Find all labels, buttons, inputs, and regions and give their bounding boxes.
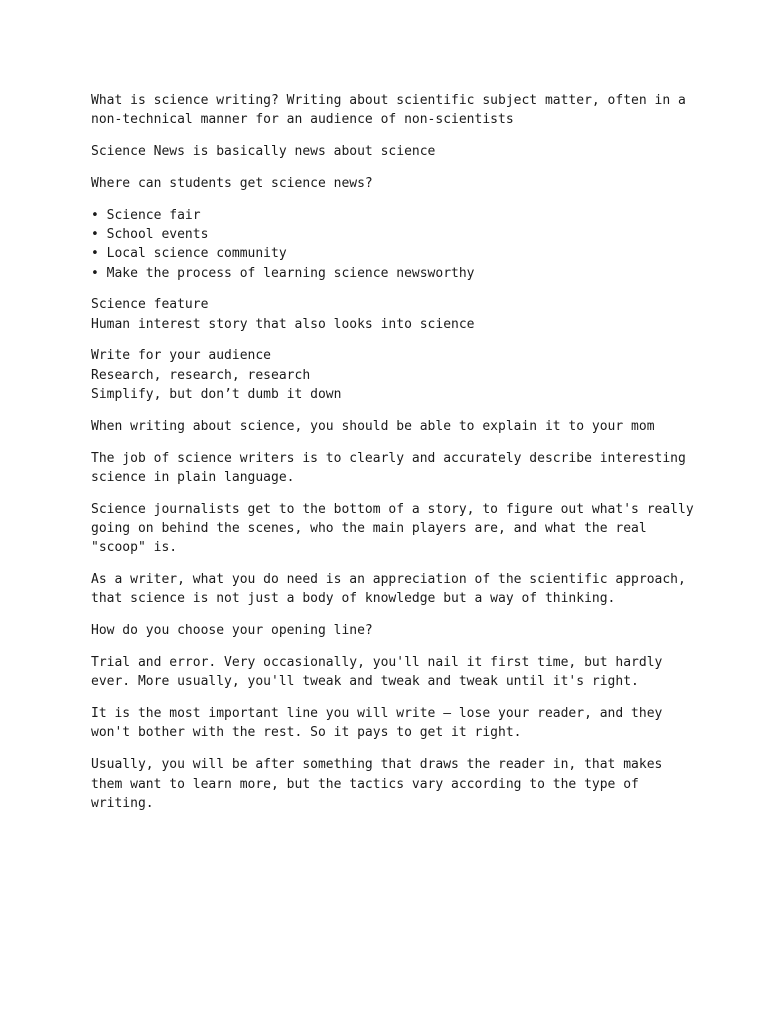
text-line: Trial and error. Very occasionally, you'll nail it first time, but hardly	[91, 655, 663, 671]
list-item: • Local science community	[91, 246, 287, 262]
text-line: won't bother with the rest. So it pays to get it right.	[91, 725, 522, 741]
text-line: Human interest story that also looks into science	[91, 316, 475, 332]
paragraph	[91, 346, 691, 404]
list-item: • Science fair	[91, 207, 201, 223]
paragraph	[91, 295, 691, 334]
text-line: "scoop" is.	[91, 540, 178, 556]
text-line: Usually, you will be after something that draws the reader in, that makes	[91, 757, 663, 773]
paragraph	[91, 500, 694, 558]
paragraph	[91, 142, 691, 161]
text-line: non-technical manner for an audience of non-scientists	[91, 112, 514, 128]
paragraph	[91, 653, 691, 692]
text-line: Science News is basically news about science	[91, 144, 436, 160]
text-line: Where can students get science news?	[91, 175, 373, 191]
text-line: ever. More usually, you'll tweak and tweak and tweak until it's right.	[91, 674, 639, 690]
text-line: The job of science writers is to clearly and accurately describe interesting	[91, 450, 686, 466]
text-line: As a writer, what you do need is an appreciation of the scientific approach,	[91, 572, 686, 588]
bullet-list	[91, 206, 691, 283]
text-line: writing.	[91, 795, 154, 811]
document-body	[91, 91, 694, 826]
text-line: that science is not just a body of knowledge but a way of thinking.	[91, 591, 616, 607]
list-item: • School events	[91, 226, 209, 242]
paragraph	[91, 449, 691, 488]
text-line: How do you choose your opening line?	[91, 623, 373, 639]
text-line: Science feature	[91, 297, 209, 313]
paragraph	[91, 621, 691, 640]
paragraph	[91, 417, 691, 436]
text-line: them want to learn more, but the tactics vary according to the type of	[91, 776, 639, 792]
paragraph	[91, 755, 691, 813]
text-line: It is the most important line you will write – lose your reader, and they	[91, 706, 663, 722]
text-line: going on behind the scenes, who the main players are, and what the real	[91, 521, 647, 537]
paragraph	[91, 704, 691, 743]
text-line: Simplify, but don’t dumb it down	[91, 387, 342, 403]
paragraph	[91, 570, 691, 609]
text-line: Write for your audience	[91, 348, 272, 364]
text-line: science in plain language.	[91, 469, 295, 485]
text-line: Research, research, research	[91, 367, 311, 383]
text-line: Science journalists get to the bottom of a story, to figure out what's really	[91, 501, 694, 517]
list-item: • Make the process of learning science newsworthy	[91, 265, 475, 281]
text-line: What is science writing? Writing about scientific subject matter, often in a	[91, 93, 686, 108]
text-line: When writing about science, you should be able to explain it to your mom	[91, 418, 655, 434]
paragraph	[91, 91, 691, 130]
paragraph	[91, 174, 691, 193]
